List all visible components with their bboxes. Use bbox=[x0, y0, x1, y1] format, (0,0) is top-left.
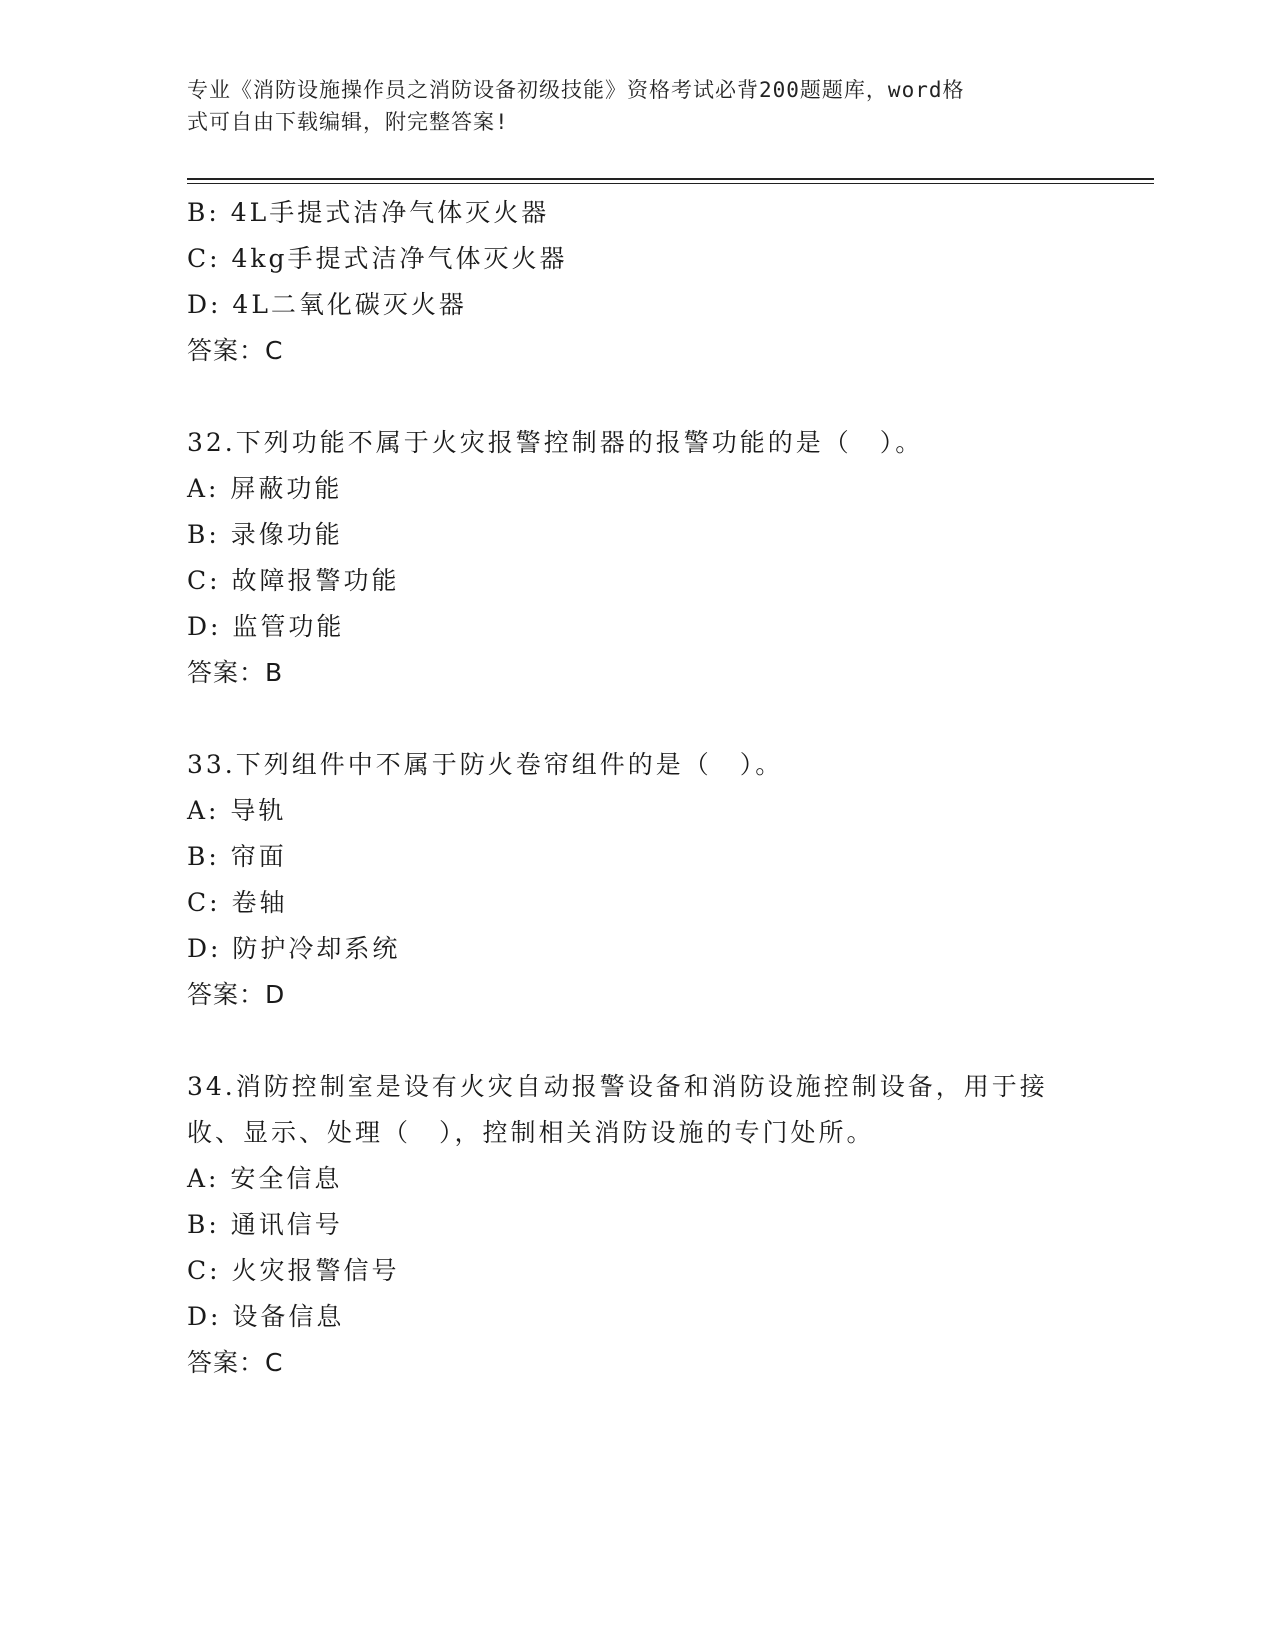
document-header bbox=[187, 74, 1067, 138]
answer-line: 答案：B bbox=[187, 658, 284, 687]
header-rule-thick bbox=[187, 178, 1154, 180]
spacer bbox=[187, 374, 1087, 420]
spacer bbox=[187, 696, 1087, 742]
question-34 bbox=[187, 1064, 1087, 1386]
question-33 bbox=[187, 742, 1087, 1018]
option-a: A: 导轨 bbox=[187, 796, 287, 825]
previous-question-block bbox=[187, 190, 1087, 374]
option-c: C: 火灾报警信号 bbox=[187, 1256, 400, 1285]
question-32 bbox=[187, 420, 1087, 696]
option-a: A: 安全信息 bbox=[187, 1164, 343, 1193]
option-d: D: 防护冷却系统 bbox=[187, 934, 401, 963]
answer-line: 答案：C bbox=[187, 1348, 284, 1377]
option-d: D: 4L二氧化碳灭火器 bbox=[187, 290, 467, 319]
question-stem: 32.下列功能不属于火灾报警控制器的报警功能的是（ ）。 bbox=[187, 428, 924, 457]
option-a: A: 屏蔽功能 bbox=[187, 474, 343, 503]
option-d: D: 设备信息 bbox=[187, 1302, 345, 1331]
option-b: B: 4L手提式洁净气体灭火器 bbox=[187, 198, 550, 227]
option-c: C: 故障报警功能 bbox=[187, 566, 400, 595]
option-c: C: 4kg手提式洁净气体灭火器 bbox=[187, 244, 568, 273]
question-content bbox=[187, 190, 1087, 1386]
answer-line: 答案：D bbox=[187, 980, 286, 1009]
header-line-2: 式可自由下载编辑，附完整答案! bbox=[187, 110, 509, 134]
option-d: D: 监管功能 bbox=[187, 612, 345, 641]
answer-line: 答案：C bbox=[187, 336, 284, 365]
header-line-1: 专业《消防设施操作员之消防设备初级技能》资格考试必背200题题库，word格 bbox=[187, 78, 965, 102]
option-b: B: 通讯信号 bbox=[187, 1210, 343, 1239]
option-b: B: 录像功能 bbox=[187, 520, 343, 549]
question-stem-line-1: 34.消防控制室是设有火灾自动报警设备和消防设施控制设备，用于接 bbox=[187, 1072, 1048, 1101]
option-b: B: 帘面 bbox=[187, 842, 287, 871]
question-stem: 33.下列组件中不属于防火卷帘组件的是（ ）。 bbox=[187, 750, 784, 779]
question-stem-line-2: 收、显示、处理（ ），控制相关消防设施的专门处所。 bbox=[187, 1118, 875, 1147]
option-c: C: 卷轴 bbox=[187, 888, 288, 917]
spacer bbox=[187, 1018, 1087, 1064]
header-rule-thin bbox=[187, 183, 1154, 184]
